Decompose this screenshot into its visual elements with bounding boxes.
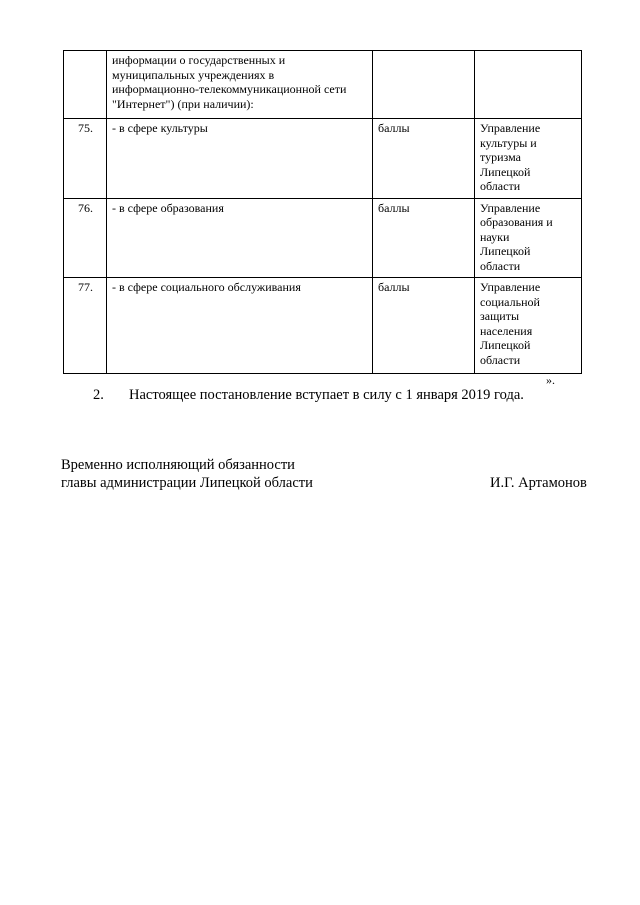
indicator-name-cell [107, 51, 373, 119]
unit-cell [373, 278, 475, 374]
indicator-name-cell [107, 198, 373, 278]
responsible-value: Управление социальной защиты населения Липецкой области [480, 280, 541, 367]
indicator-name-cell [107, 119, 373, 199]
row-number-cell [64, 278, 107, 374]
indicators-table [63, 50, 582, 374]
signatory-name: И.Г. Артамонов [490, 475, 587, 491]
row-number: 77. [78, 280, 93, 294]
unit-cell [373, 198, 475, 278]
indicator-name: - в сфере социального обслуживания [112, 280, 301, 294]
table-row-continuation [64, 51, 582, 119]
row-number-cell [64, 51, 107, 119]
indicator-name: информации о государственных и муниципальных учреждениях в информационно-телекоммуникационной сети "Интернет") (при наличии): [112, 53, 347, 111]
responsible-cell [475, 198, 582, 278]
unit-value: баллы [378, 280, 410, 294]
position-line-2: главы администрации Липецкой области [61, 475, 313, 491]
responsible-cell [475, 51, 582, 119]
row-number-cell [64, 198, 107, 278]
unit-cell [373, 119, 475, 199]
responsible-value: Управление культуры и туризма Липецкой области [480, 121, 541, 193]
table-row [64, 198, 582, 278]
table-row [64, 278, 582, 374]
indicator-name: - в сфере культуры [112, 121, 208, 135]
responsible-cell [475, 119, 582, 199]
unit-cell [373, 51, 475, 119]
signatory-position [61, 456, 313, 492]
responsible-value: Управление образования и науки Липецкой области [480, 200, 553, 273]
row-number: 76. [78, 200, 93, 215]
indicator-name-cell [107, 278, 373, 374]
row-number-cell [64, 119, 107, 199]
row-number: 75. [78, 121, 93, 135]
responsible-cell [475, 278, 582, 374]
unit-value: баллы [378, 200, 410, 215]
position-line-1: Временно исполняющий обязанности [61, 457, 295, 473]
paragraph-text: Настоящее постановление вступает в силу с 1 января 2019 года. [129, 387, 524, 403]
paragraph-number: 2. [93, 387, 104, 403]
table-row [64, 119, 582, 199]
paragraph-2 [93, 386, 524, 404]
indicator-name: - в сфере образования [112, 200, 224, 215]
closing-quote: ». [546, 373, 555, 387]
unit-value: баллы [378, 121, 410, 135]
